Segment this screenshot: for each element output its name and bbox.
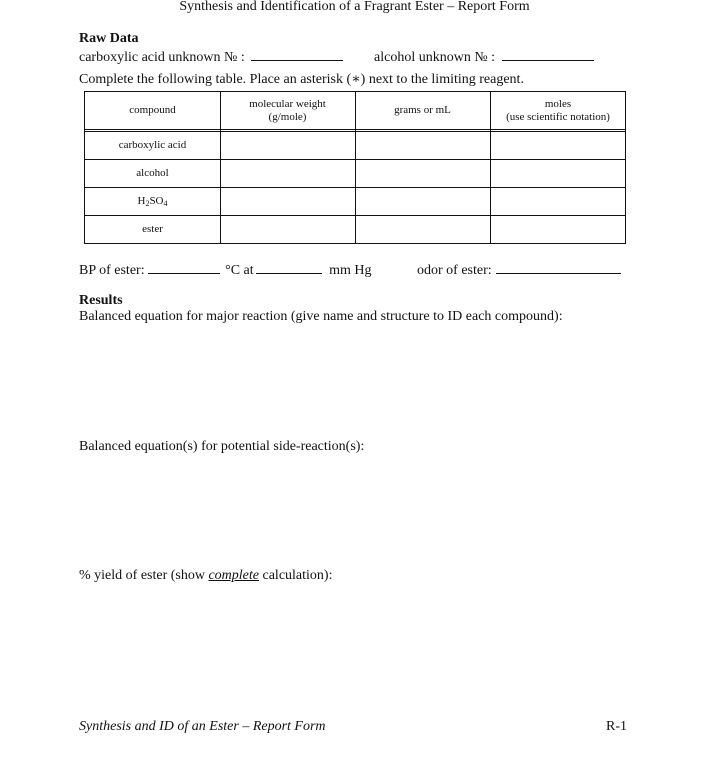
odor-label: odor of ester:: [417, 263, 492, 278]
side-reaction-prompt: Balanced equation(s) for potential side-reaction(s):: [79, 439, 365, 454]
yield-prompt: [79, 568, 332, 584]
footer-page-number: R-1: [606, 719, 627, 734]
cell-h2so4-moles[interactable]: [490, 188, 626, 215]
bp-mmhg: mm Hg: [329, 263, 372, 278]
header-moles-line1: moles: [544, 97, 572, 110]
row-label-acid: carboxylic acid: [118, 139, 187, 151]
reagent-table: [84, 91, 626, 244]
acid-unknown-label: carboxylic acid unknown № :: [79, 50, 245, 65]
header-moles-line2: (use scientific notation): [506, 110, 610, 123]
bp-label: BP of ester:: [79, 263, 145, 278]
h2so4-h: H: [137, 195, 146, 207]
yield-complete: complete: [208, 568, 259, 583]
cell-acid-mw[interactable]: [220, 132, 355, 159]
yield-post: calculation):: [259, 568, 333, 583]
header-mw-line2: (g/mole): [268, 110, 307, 123]
acid-unknown-blank[interactable]: [251, 47, 343, 61]
page-title: Synthesis and Identification of a Fragrant Ester – Report Form: [179, 0, 530, 14]
bp-temp-blank[interactable]: [148, 260, 220, 274]
header-molecular-weight: [220, 92, 355, 129]
h2so4-so: SO: [149, 195, 164, 207]
cell-ester-moles[interactable]: [490, 216, 626, 243]
alcohol-unknown-line: [374, 47, 594, 66]
bp-deg-at: °C at: [225, 263, 254, 278]
alcohol-unknown-label: alcohol unknown № :: [374, 50, 496, 65]
header-mw-line1: molecular weight: [249, 97, 326, 110]
header-compound: compound: [129, 104, 176, 116]
cell-h2so4-mw[interactable]: [220, 188, 355, 215]
odor-line: [417, 260, 621, 279]
cell-alcohol-moles[interactable]: [490, 160, 626, 187]
yield-pre: % yield of ester (show: [79, 568, 209, 583]
odor-blank[interactable]: [496, 260, 621, 274]
row-label-ester: ester: [142, 223, 163, 235]
acid-unknown-line: [79, 47, 343, 66]
row-label-alcohol: alcohol: [136, 167, 169, 179]
major-reaction-prompt: Balanced equation for major reaction (give name and structure to ID each compound):: [79, 309, 563, 324]
cell-ester-grams[interactable]: [355, 216, 490, 243]
cell-alcohol-mw[interactable]: [220, 160, 355, 187]
h2so4-sub-4: 4: [163, 199, 168, 208]
h2so4-sub-2: 2: [145, 199, 150, 208]
table-instruction: Complete the following table. Place an asterisk (∗) next to the limiting reagent.: [79, 72, 524, 87]
footer-title: Synthesis and ID of an Ester – Report Form: [79, 719, 326, 734]
cell-alcohol-grams[interactable]: [355, 160, 490, 187]
cell-h2so4-grams[interactable]: [355, 188, 490, 215]
bp-line: [79, 260, 372, 279]
header-moles: [490, 92, 626, 129]
cell-acid-moles[interactable]: [490, 132, 626, 159]
cell-ester-mw[interactable]: [220, 216, 355, 243]
alcohol-unknown-blank[interactable]: [502, 47, 594, 61]
results-heading: Results: [79, 293, 123, 308]
raw-data-heading: Raw Data: [79, 31, 139, 46]
bp-pressure-blank[interactable]: [256, 260, 322, 274]
row-label-h2so4: [85, 188, 220, 215]
cell-acid-grams[interactable]: [355, 132, 490, 159]
header-grams: grams or mL: [394, 104, 451, 116]
